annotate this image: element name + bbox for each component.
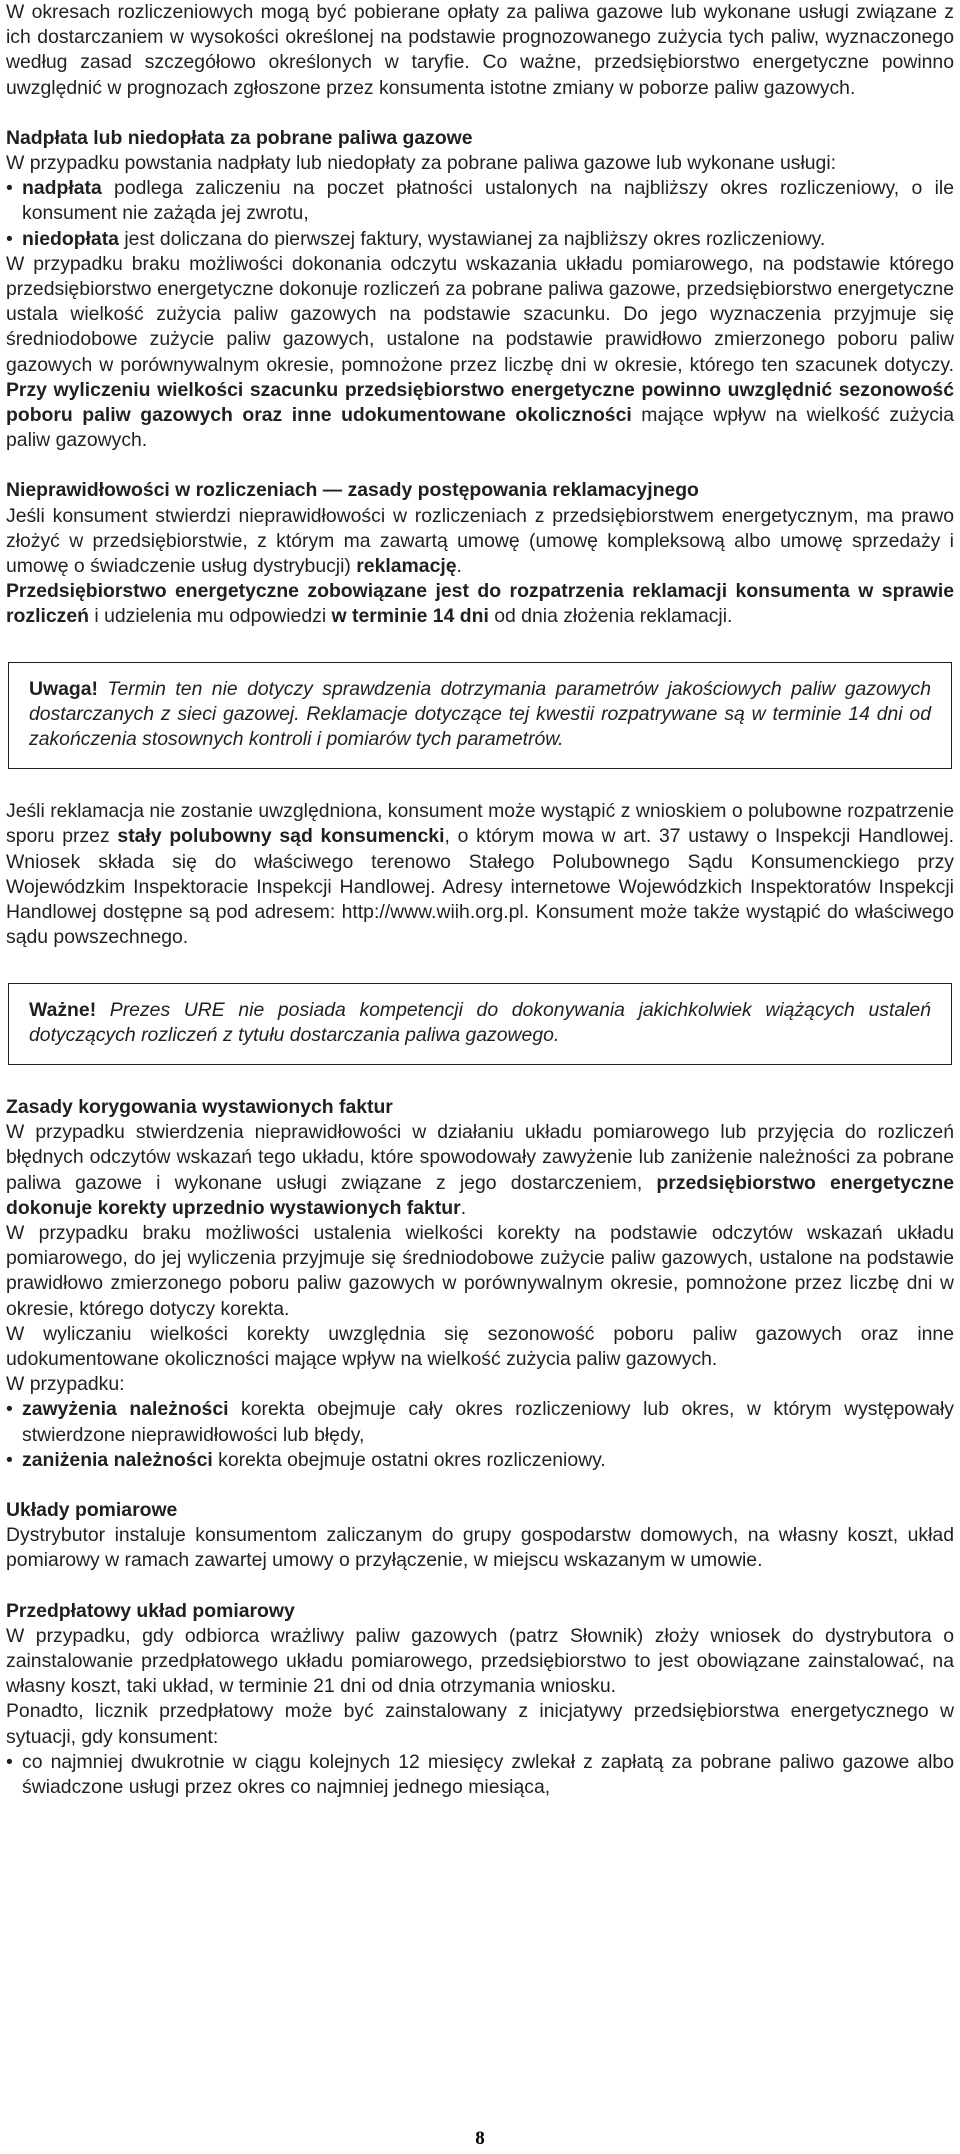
corrections-list (6, 1397, 954, 1473)
section-heading: Przedpłatowy układ pomiarowy (6, 1599, 295, 1622)
overpayment-lead: W przypadku powstania nadpłaty lub niedopłaty za pobrane paliwa gazowe lub wykonane usługi: (6, 152, 837, 175)
document-page (6, 0, 954, 1800)
list-item: • niedopłata jest doliczana do pierwszej faktury, wystawianej za najbliższy okres rozliczeniowy. (6, 227, 954, 252)
list-item: • zaniżenia należności korekta obejmuje ostatni okres rozliczeniowy. (6, 1448, 954, 1473)
list-item: • nadpłata podlega zaliczeniu na poczet płatności ustalonych na najbliższy okres rozliczeniowy, o ile konsument nie zażąda jej zwrotu, (6, 176, 954, 226)
notice-box-uwaga (8, 662, 952, 770)
list-item: • zawyżenia należności korekta obejmuje cały okres rozliczeniowy lub okres, w którym występowały stwierdzone nieprawidłowości lub błędy, (6, 1397, 954, 1447)
complaint-paragraph: Jeśli konsument stwierdzi nieprawidłowości w rozliczeniach z przedsiębiorstwem energetycznym, ma prawo złożyć w przedsiębiorstwie, z którym ma zawartą umowę (umowę kompleksową albo umowę sprzedaży i umowę o świadczenie usług dystrybucji) reklamację. (6, 504, 954, 578)
corrections-paragraph: W przypadku braku możliwości ustalenia wielkości korekty na podstawie odczytów wskazań układu pomiarowego, do jej wyliczenia przyjmuje się średniodobowe zużycie paliw gazowych, ustalone na podstawie prawidłowo zmierzonego poboru paliw gazowych w porównywalnym okresie, pomnożone przez liczbę dni w okresie, którego dotyczy korekta. (6, 1221, 954, 1320)
section-prepaid (6, 1599, 954, 1801)
section-complaints (6, 478, 954, 629)
corrections-paragraph: W wyliczaniu wielkości korekty uwzględnia się sezonowość poboru paliw gazowych oraz inne udokumentowane okoliczności mające wpływ na wielkość zużycia paliw gazowych. (6, 1322, 954, 1370)
prepaid-list (6, 1750, 954, 1800)
section-heading: Układy pomiarowe (6, 1498, 178, 1521)
section-overpayment (6, 126, 954, 454)
corrections-paragraph: W przypadku: (6, 1373, 125, 1396)
intro-paragraph: W okresach rozliczeniowych mogą być pobierane opłaty za paliwa gazowe lub wykonane usługi związane z ich dostarczaniem w wysokości określonej na podstawie prognozowanego zużycia tych paliw, wyznaczonego według zasad szczegółowo określonych w taryfie. Co ważne, przedsiębiorstwo energetyczne powinno uwzględnić w prognozach zgłoszone przez konsumenta istotne zmiany w poborze paliw gazowych. (6, 1, 954, 99)
section-corrections (6, 1095, 954, 1473)
notice-box-wazne (8, 983, 952, 1065)
section-heading: Nieprawidłowości w rozliczeniach — zasady postępowania reklamacyjnego (6, 479, 699, 502)
overpayment-list (6, 176, 954, 252)
court-paragraph: Jeśli reklamacja nie zostanie uwzględniona, konsument może wystąpić z wnioskiem o polubowne rozpatrzenie sporu przez stały polubowny sąd konsumencki, o którym mowa w art. 37 ustawy o Inspekcji Handlowej. Wniosek składa się do właściwego terenowo Stałego Polubownego Sądu Konsumenckiego przy Wojewódzkim Inspektoracie Inspekcji Handlowej. Adresy internetowe Wojewódzkich Inspektoratów Inspekcji Handlowej dostępne są pod adresem: http://www.wiih.org.pl. Konsument może także wystąpić do właściwego sądu powszechnego. (6, 800, 954, 949)
notice-text: Ważne! Prezes URE nie posiada kompetencji do dokonywania jakichkolwiek wiążących ustaleń dotyczących rozliczeń z tytułu dostarczania paliwa gazowego. (29, 998, 931, 1046)
section-meters (6, 1498, 954, 1574)
prepaid-paragraph: Ponadto, licznik przedpłatowy może być zainstalowany z inicjatywy przedsiębiorstwa energetycznego w sytuacji, gdy konsument: (6, 1700, 954, 1748)
meters-paragraph: Dystrybutor instaluje konsumentom zaliczanym do grupy gospodarstw domowych, na własny koszt, układ pomiarowy w ramach zawartej umowy o przyłączenie, w miejscu wskazanym w umowie. (6, 1524, 954, 1572)
section-heading: Zasady korygowania wystawionych faktur (6, 1095, 393, 1118)
section-heading: Nadpłata lub niedopłata za pobrane paliwa gazowe (6, 126, 473, 149)
estimate-paragraph: W przypadku braku możliwości dokonania odczytu wskazania układu pomiarowego, na podstawie którego przedsiębiorstwo energetyczne dokonuje rozliczeń za pobrane paliwa gazowe, przedsiębiorstwo energetyczne ustala wielkość zużycia paliw gazowych na podstawie szacunku. Do jego wyznaczenia przyjmuje się średniodobowe zużycie paliw gazowych, ustalone na podstawie prawidłowo zmierzonego poboru paliw gazowych w porównywalnym okresie, pomnożone przez liczbę dni w okresie, którego ten szacunek dotyczy. Przy wyliczeniu wielkości szacunku przedsiębiorstwo energetyczne powinno uwzględnić sezonowość poboru paliw gazowych oraz inne udokumentowane okoliczności mające wpływ na wielkość zużycia paliw gazowych. (6, 252, 954, 452)
notice-text: Uwaga! Termin ten nie dotyczy sprawdzenia dotrzymania parametrów jakościowych paliw gazowych dostarczanych z sieci gazowej. Reklamacje dotyczące tej kwestii rozpatrywane są w terminie 14 dni od zakończenia stosownych kontroli i pomiarów tych parametrów. (29, 677, 931, 751)
prepaid-paragraph: W przypadku, gdy odbiorca wrażliwy paliw gazowych (patrz Słownik) złoży wniosek do dystrybutora o zainstalowanie przedpłatowego układu pomiarowego, przedsiębiorstwo to jest obowiązane zainstalować, na własny koszt, taki układ, w terminie 21 dni od dnia otrzymania wniosku. (6, 1624, 954, 1698)
complaint-deadline-paragraph: Przedsiębiorstwo energetyczne zobowiązane jest do rozpatrzenia reklamacji konsumenta w sprawie rozliczeń i udzielenia mu odpowiedzi w terminie 14 dni od dnia złożenia reklamacji. (6, 580, 954, 628)
list-item: • co najmniej dwukrotnie w ciągu kolejnych 12 miesięcy zwlekał z zapłatą za pobrane paliwo gazowe albo świadczone usługi przez okres co najmniej jednego miesiąca, (6, 1750, 954, 1800)
page-number: 8 (475, 2128, 485, 2149)
corrections-paragraph: W przypadku stwierdzenia nieprawidłowości w działaniu układu pomiarowego lub przyjęcia do rozliczeń błędnych odczytów wskazań tego układu, które spowodowały zawyżenie lub zaniżenie należności za pobrane paliwa gazowe i wykonane usługi związane z jego dostarczeniem, przedsiębiorstwo energetyczne dokonuje korekty uprzednio wystawionych faktur. (6, 1121, 954, 1219)
